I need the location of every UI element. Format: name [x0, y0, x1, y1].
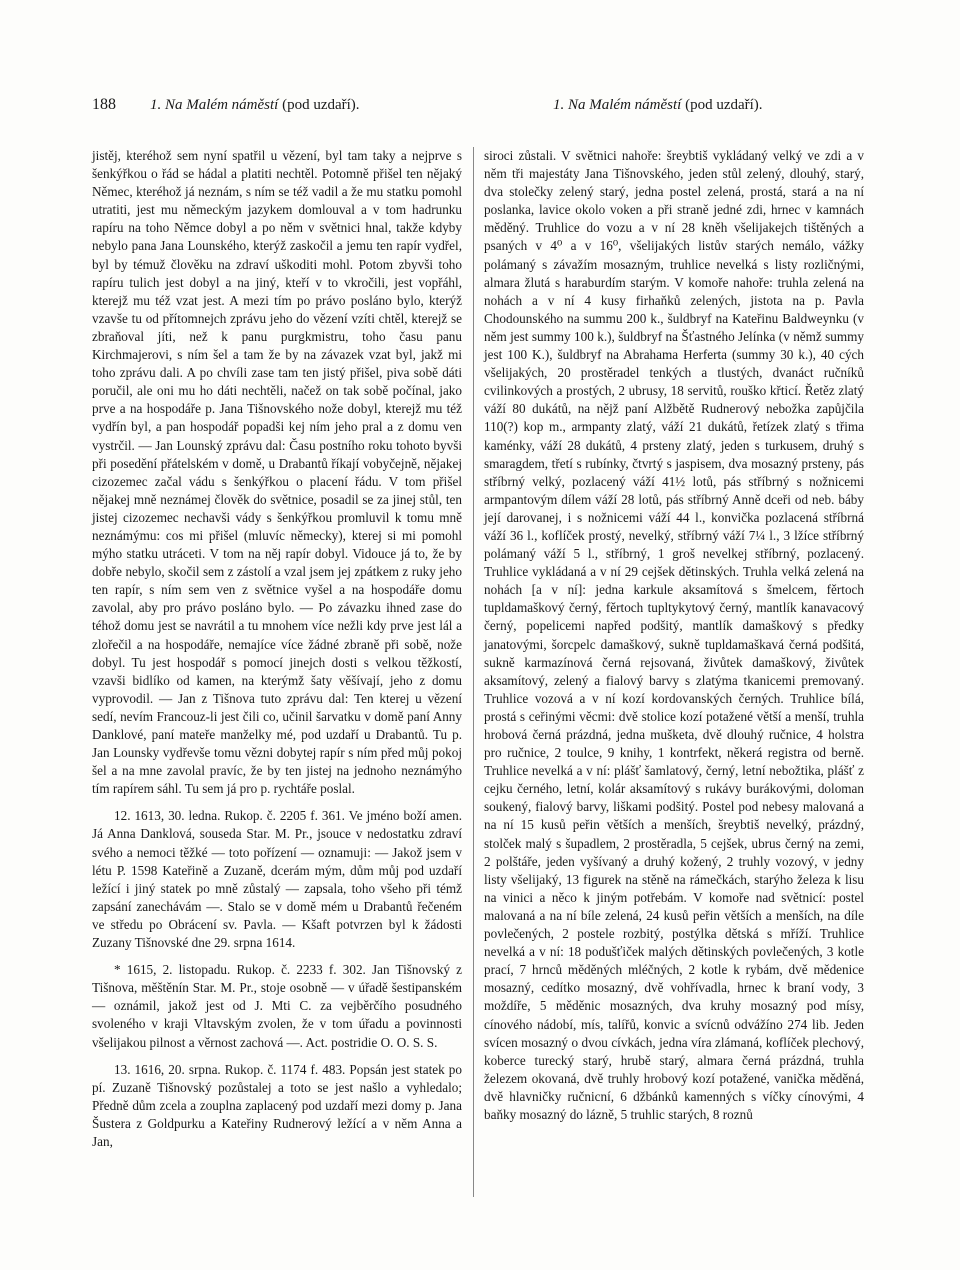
right-paragraph-inventory: siroci zůstali. V světnici nahoře: šreybtiš vykládaný velký ve zdi a v něm tři majestáty Jana Tišnovského, jeden stůl zelený, dlouhý, starý, dva stolečky zelený starý, jedna postel zelená, prostá, stará a na ní poslanka, lavice okolo voken a při straně jedné zdi, hrnec v kamnách měděný. Truhlice do vozu a v ní 28 kněh všelijakejch tištěných a psaných v 4⁰ a v 16⁰, všelijakých listův starých nemálo, vážky polámaný s závažím mosazným, truhlice nevelká s listy rozličnými, almara žlutá s haraburdím starým. V komoře nahoře: truhla zelená na nohách a v ní 4 kusy firhaňků zelených, jistota na p. Pavla Chodounského na summu 200 k., šuldbryf na Kateřinu Baldweynku (v něm jest summy 100 k.), šuldbryf na Šťastného Jelínka (v němž summy jest 100 K.), šuldbryf na Abrahama Herferta (summy 30 k.), 40 cých všelijakých, 20 prostěradel tenkých a tlustých, dvanáct ručníků cvilinkových a prostých, 2 ubrusy, 18 servitů, rouško křticí. Řetěz zlatý váží 80 dukátů, na nějž paní Alžbětě Rudnerový nebožka zapůjčila 110(?) kop m., armpanty zlatý, váží 21 dukátů, řetízek zlatý s třima kaménky, váží 28 dukátů, 4 prsteny zlatý, jeden s turkusem, druhý s smaragdem, třetí s rubínky, čtvrtý s jaspisem, dva mosazný prsteny, pás stříbrný velký, pozlacený váží 41½ lotů, pás stříbrný s nožnicemi armpantovým dílem váží 28 lotů, pás stříbrný Anně dceři od neb. báby její darovanej, i s nožnicemi váží 44 l., konvička pozlacená stříbrná váží 36 l., koflíček prostý, nevelký, stříbrný váží 7¼ l., 3 lžíce stříbrný polámaný váží 5 l., stříbrný, 1 groš nevelkej stříbrný, pozlacený. Truhlice vykládaná a v ní 29 cejšek dětinských. Truhla velká zelená na nohách [a v ní]: jedna karkule aksamítová s šmelcem, fěrtoch tupldamaškový černý, fěrtoch tupltykytový černý, mantlík kanavacový černý, popelicemi napřed podšitý, mantlík damaškový s předky janatovými, šorcpelc damaškový, sukně tupldamaškavá černá podšitá, sukně karmazínová černá rejsovaná, živůtek damaškový, živůtek aksamítový, zelený a fialový barvy s zlatýma tkanicemi premovaný. Truhlice vozová a v ní kozí kordovanských černých. Truhlice bílá, prostá s ceřinými věcmi: dvě stolice kozí potažené větší a menší, truhla hrobová černá prázdná, jedna mušketa, dvě dlouhý ručnice, 4 holstra pro ručnice, 2 toulce, 9 knihy, 1 kontrfekt, někerá registra od berně. Truhlice nevelká a v ní: plášť šamlatový, černý, letní nebožtika, plášť z cejku černého, letní, kolár aksamítový s rukávy burákovými, doloman soukený, fialový barvy, liškami podšitý. Postel pod nebesy malovaná a na ní 15 kusů peřin větších a menších, šreybtiš nevelký, prázdný, stolček malý s šupadlem, 2 prostěradla, 5 cejšek, ubrus černý na zemi, 2 polštáře, jeden vyšívaný a druhý kožený, 2 truhly vozový, v jedny listy všelijaký, 13 figurek na stěně na rámečkách, starýho železa k lisu na vinici a něco k jiným potřebám. V komoře nad světnicí: postel malovaná a na ní bíle zelená, 24 kusů peřin větších a menších, na díle povlečených, 2 postele rozbitý, postýlka dětská s mříží. Truhlice nevelká a v ní: 18 podušťiček malých dětinských povlečených, 3 kotle prací, 7 hrnců měděných mléčných, 2 kotle k rybám, dvě mědenice mosazný, cedítko mosazný, dvě vohřívadla, hrnec k braní vody, 3 moždíře, 5 měděnic mosazných, dva kruhy mosazný pod mísy, cínového nádobí, mís, talířů, konvic a svícnů odvážíno 274 lib. Jeden svícen mosazný o dvou cívkách, jedna víra zlámaná, koflíček plechový, koberce turecký starý, hrubě starý, almara černá prázdná, truhla železem okovaná, dvě truhly hrobový kozí potažené, vanička měděná, dvě hlavničky ručnicní, 6 džbánků kamenných s víčky cínovými, 4 baňky mosazný do lázně, 5 truhlic starých, 8 roznů	[484, 148, 864, 1122]
entry-13: 13. 1616, 20. srpna. Rukop. č. 1174 f. 483. Popsán jest statek po pí. Zuzaně Tišnovský pozůstalej a toto se jest našlo a vyhledalo; Předně dům zcela a zouplna zaplacený pod uzdaří mezi domy p. Jana Šustera z Goldpurku a Kateřiny Rudnerový ležící a v něm Anna a Jan,	[92, 1061, 462, 1149]
left-paragraph-testimony: jistěj, kteréhož sem nyní spatřil u vězení, byl tam taky a nejprve s šenkýřkou o řád se hádal a platiti nechtěl. Potomně přišel ten nějaký Němec, kteréhož já neznám, s ním se též vadil a že mu statku pomohl utratiti, jest mu německým jazykem domlouval a v tom hadrunku rapíru na toho Němce dobyl a po něm v světnici hnal, takže kdyby nebylo pana Jana Lounského, kterýž zaskočil a jemu ten rapír vydřel, byl by témuž člověku na zdraví uškoditi mohl. Potom zbyvši toho rapíru tulich jest dobyl a na jiný, kteří v to vkročili, jest vopřáhl, kterejž mu též vzat jest. A mezi tím po právo posláno bylo, kterýž vzavše tu od přítomnejch zprávu jeho do vězení vzíti chtěl, kterejž se zbraňoval jíti, než k panu purgkmistru, toho času panu Kirchmajerovi, s ním šel a tam že by na závazek vzat byl, jakž mi toho zprávu dali. A po chvíli zase tam ten jistý přišel, piva sobě dáti poručil, ale oni mu ho dáti nechtěli, načež on tak sobě počínal, jako prve a na hospodáře p. Jana Tišnovského nože dobyl, kterejž mu též vydřín byl, a pan hospodář popadši kej ním jeho pral a z domu ven vystrčil. — Jan Lounský zprávu dal: Času postního roku tohoto byvši při posedění přátelském v domě, u Drabantů říkají vobyčejně, nějakej cizozemec začal vádu s šenkýřkou o placení řádu. V tom přišel nějakej mně neznámej člověk do světnice, posadil se za jinej stůl, ten jistej cizozemec nechavši vády s šenkýřkou promluvil k tomu mně neznámýmu: cos mi přišel (mluvíc německy), kterej si mi pomohl mýho statku utráceti. V tom na něj rapír dobyl. Vidouce já to, že by dobře nebylo, skočil sem z zástolí a vzal jsem jej zpátkem z ruky jeho ten rapír, s ním sem ven z světnice vyšel a na hospodáře domu zavolal, aby pro právo posláno bylo. — Po závazku ihned zase do téhož domu jest se navrátil a tu mnohem více nežli kdy prve jest lál a zlořečil a na hospodáře, nemajíce více žádné zbraně při sobě, nože dobyl. Tu jest hospodář s pomocí jinejch dosti s velkou těžkostí, vzavši bidlíko od kamen, na kterýmž šaty věšívají, jeho z domu vyprovodil. — Jan z Tišnova tuto zprávu dal: Ten kterej u vězení sedí, nevím Francouz-li jest čili co, učinil šarvatku v domě paní Anny Danklové, paní mateře manželky mé, pod uzdaří u Drabantů. Tu p. Jan Lounsky vydřevše tomu vězni dobytej rapír s ním před můj pokoj šel a na mne zavolal pravíc, že by ten jistej na jednoho neznámýho tím rapírem sáhl. Tu sem já pro p. rychtáře poslal.	[92, 148, 462, 797]
running-head-left-subtitle: (pod uzdaří).	[282, 97, 360, 113]
entry-12: 12. 1613, 30. ledna. Rukop. č. 2205 f. 361. Ve jméno boží amen. Já Anna Danklová, souseda Star. M. Pr., jsouce v nedostatku zdraví svého a nemoci těžké — toto pořízení — oznamuji: — Jakož jsem v létu P. 1598 Kateřině a Zuzaně, dcerám mým, dům můj pod uzdaří ležící i jiný statek po mně zůstalý — zapsala, toho všeho při témž zapsání zanechávám —. Stalo se v domě mém u Drabantů řečeném ve středu po Obrácení sv. Pavla. — Kšaft potvrzen byl k žádosti Zuzany Tišnovské dne 29. srpna 1614.	[92, 808, 462, 951]
left-column	[92, 147, 462, 1151]
running-head-right-subtitle: (pod uzdaří).	[685, 97, 763, 113]
right-column	[484, 147, 864, 1124]
page-number: 188	[92, 96, 116, 113]
running-head-left	[150, 97, 360, 114]
entry-1615: * 1615, 2. listopadu. Rukop. č. 2233 f. 302. Jan Tišnovský z Tišnova, měštěnín Star. M. Pr., stoje osobně — v úřadě šestipanském — oznámil, jakož jest od J. Mti C. za vejběrčího posudného svoleného v kraji Vltavským zvolen, že v tom úřadu a povinnosti všelijakou pilnost a věrnost zachová —. Act. postridie O. O. S. S.	[92, 962, 462, 1050]
running-head-right	[553, 97, 763, 114]
running-head-right-title: 1. Na Malém náměstí	[553, 97, 682, 113]
running-head	[0, 96, 960, 120]
running-head-left-title: 1. Na Malém náměstí	[150, 97, 279, 113]
column-divider	[473, 147, 474, 1197]
